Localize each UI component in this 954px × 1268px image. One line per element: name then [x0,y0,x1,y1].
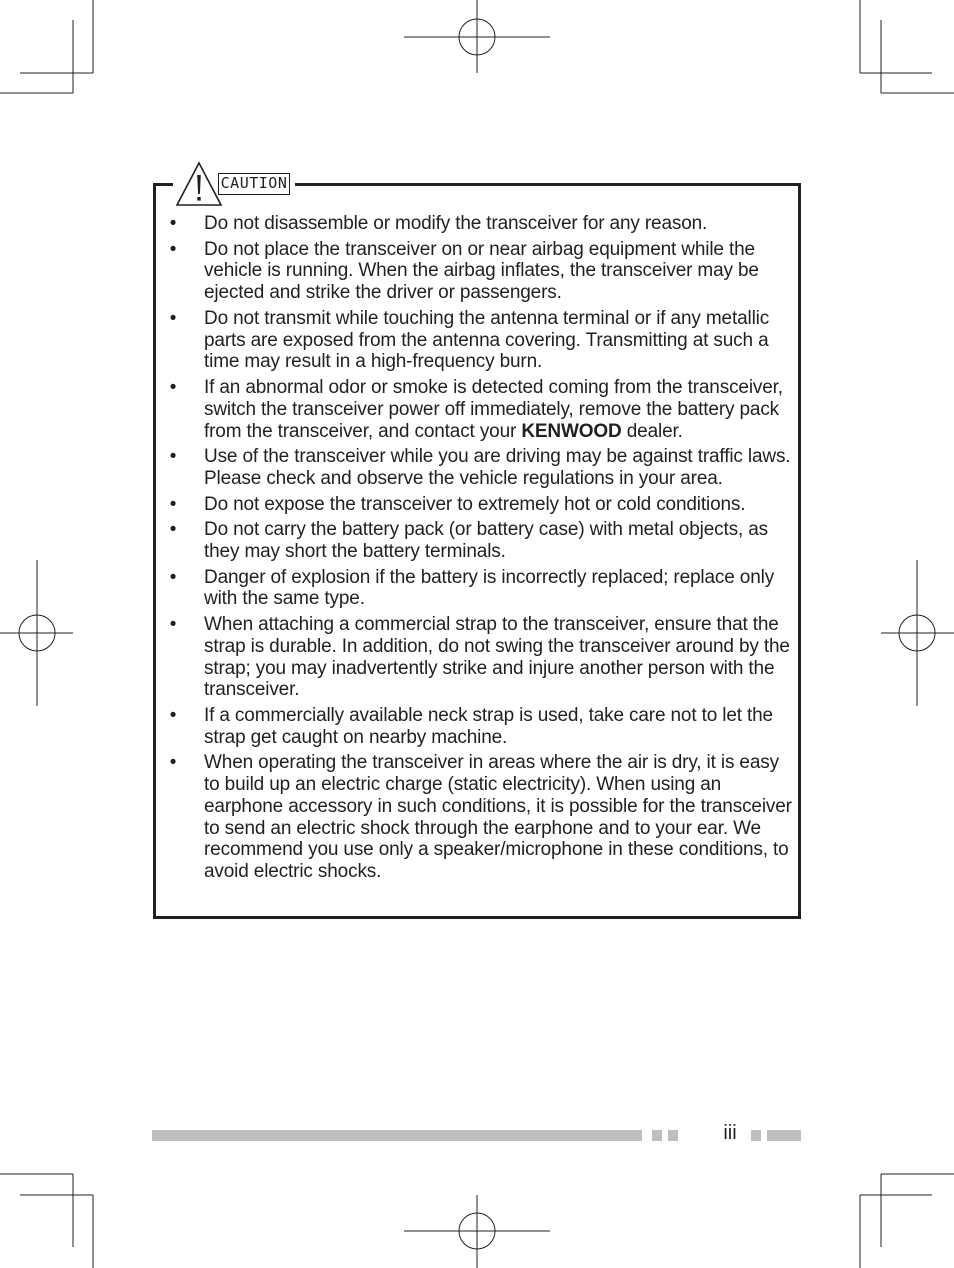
item-text: If a commercially available neck strap is used, take care not to let the strap get caught on nearby machine. [204,704,773,748]
item-text: Do not carry the battery pack (or battery case) with metal objects, as they may short the battery terminals. [204,519,768,562]
list-item [166,308,792,373]
item-text: Do not expose the transceiver to extremely hot or cold conditions. [204,493,746,515]
bullet: • [169,613,177,635]
item-text: Danger of explosion if the battery is incorrectly replaced; replace only with the same type. [204,566,775,610]
list-item [166,494,792,516]
bullet: • [169,213,177,234]
footer-bar-square [751,1130,761,1141]
item-text: Do not disassemble or modify the transceiver for any reason. [204,213,708,234]
item-text: If an abnormal odor or smoke is detected coming from the transceiver, switch the transceiver power off immediately, remove the battery pack from the transceiver, and contact your [204,376,783,442]
warning-triangle-icon [173,160,223,208]
caution-header [173,160,295,208]
footer-bar-long [152,1130,642,1141]
bullet: • [169,307,177,329]
bullet: • [169,704,177,726]
page-number: iii [723,1122,737,1144]
item-text: When attaching a commercial strap to the transceiver, ensure that the strap is durable. In addition, do not swing the transceiver around by the strap; you may inadvertently strike and injure another person with the transceiver. [204,613,790,701]
caution-label: CAUTION [218,173,290,195]
list-item [166,752,792,883]
bullet: • [169,519,177,541]
item-text: When operating the transceiver in areas where the air is dry, it is easy to build up an electric charge (static electricity). When using an earphone accessory in such conditions, it is possible for the transceiver to send an electric shock through the earphone and to your ear. We recommend you use only a speaker/microphone in these conditions, to avoid electric shocks. [204,752,792,883]
footer-bar-square [668,1130,678,1141]
list-item [166,446,792,490]
bullet: • [169,238,177,260]
item-text: Do not place the transceiver on or near airbag equipment while the vehicle is running. When the airbag inflates, the transceiver may be ejected and strike the driver or passengers. [204,238,759,304]
list-item [166,239,792,304]
list-item [166,519,792,563]
bullet: • [169,493,177,515]
bullet: • [169,752,177,774]
footer-bar-square [652,1130,662,1141]
bullet: • [169,376,177,398]
bullet: • [169,566,177,588]
brand-name: KENWOOD [521,420,622,442]
item-text: Do not transmit while touching the antenna terminal or if any metallic parts are exposed from the antenna covering. Transmitting at such a time may result in a high-frequency burn. [204,307,770,373]
caution-list [166,213,792,887]
item-text-suffix: dealer. [626,420,683,442]
list-item [166,377,792,442]
list-item [166,705,792,749]
footer-bar-short [767,1130,801,1141]
list-item [166,567,792,611]
list-item [166,213,792,235]
bullet: • [169,446,177,468]
item-text: Use of the transceiver while you are driving may be against traffic laws. Please check and observe the vehicle regulations in your area. [204,446,791,489]
list-item [166,614,792,701]
